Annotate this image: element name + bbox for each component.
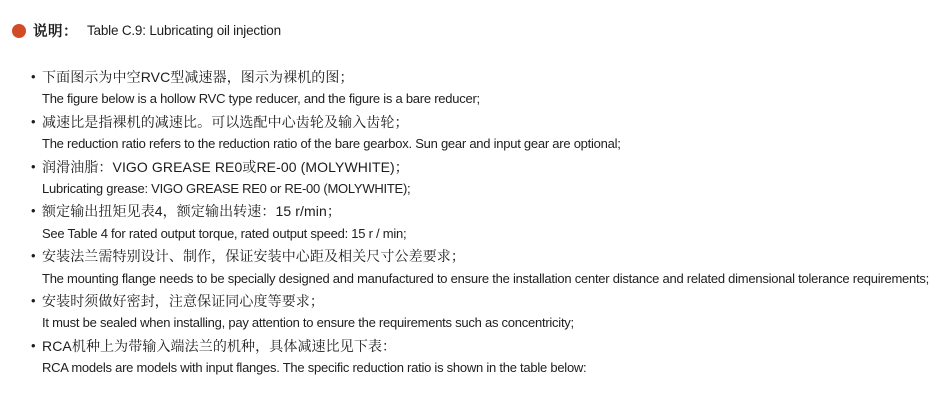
section-title: Table C.9: Lubricating oil injection [87, 23, 281, 38]
bullet-icon: • [31, 248, 36, 264]
bullet-icon: • [31, 113, 36, 129]
note-english: The figure below is a hollow RVC type reducer, and the figure is a bare reducer; [42, 91, 480, 107]
orange-bullet-icon [12, 24, 26, 38]
note-english: It must be sealed when installing, pay attention to ensure the requirements such as concentricity; [42, 315, 574, 331]
note-english: RCA models are models with input flanges. The specific reduction ratio is shown in the table below: [42, 360, 587, 376]
bullet-icon: • [31, 293, 36, 309]
bullet-icon: • [31, 203, 36, 219]
bullet-icon: • [31, 158, 36, 174]
note-english: The reduction ratio refers to the reduction ratio of the bare gearbox. Sun gear and input gear are optional; [42, 136, 621, 152]
note-chinese: 安装时须做好密封，注意保证同心度等要求； [42, 293, 324, 310]
note-item [31, 200, 951, 245]
note-item [31, 290, 951, 335]
note-chinese: 润滑油脂：VIGO GREASE RE0或RE-00 (MOLYWHITE)； [42, 158, 409, 175]
note-english: Lubricating grease: VIGO GREASE RE0 or RE-00 (MOLYWHITE); [42, 181, 411, 197]
note-english: The mounting flange needs to be specially designed and manufactured to ensure the installation center distance and related dimensional tolerance requirements; [42, 270, 929, 286]
note-chinese: 安装法兰需特别设计、制作，保证安装中心距及相关尺寸公差要求； [42, 248, 465, 265]
note-item [31, 111, 951, 156]
note-item [31, 245, 951, 290]
section-header [0, 0, 951, 39]
note-chinese: 下面图示为中空RVC型减速器，图示为裸机的图； [42, 69, 354, 85]
notes-list [31, 66, 951, 380]
note-chinese: RCA机种上为带输入端法兰的机种，具体减速比见下表： [42, 337, 397, 354]
note-item [31, 66, 951, 111]
note-chinese: 减速比是指裸机的减速比。可以选配中心齿轮及输入齿轮； [42, 113, 409, 130]
note-chinese: 额定输出扭矩见表4，额定输出转速：15 r/min； [42, 203, 341, 220]
note-english: See Table 4 for rated output torque, rated output speed: 15 r / min; [42, 225, 407, 241]
note-item [31, 156, 951, 201]
section-label: 说明： [33, 24, 78, 40]
bullet-icon: • [31, 69, 36, 84]
bullet-icon: • [31, 337, 36, 353]
note-item [31, 335, 951, 380]
